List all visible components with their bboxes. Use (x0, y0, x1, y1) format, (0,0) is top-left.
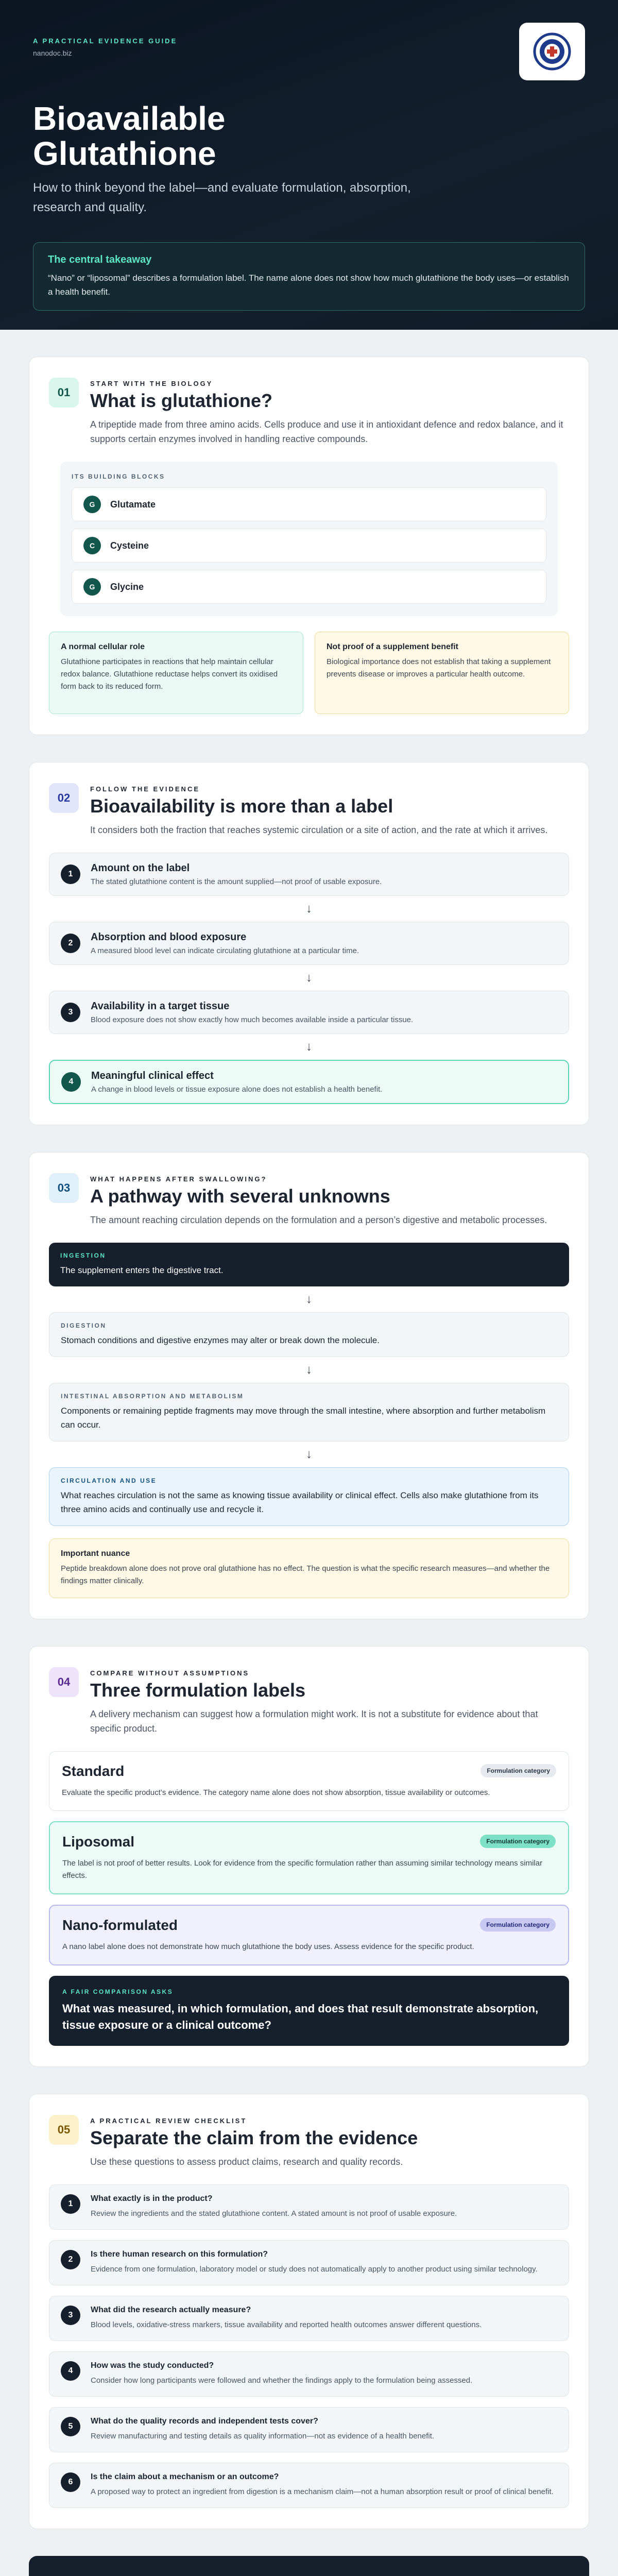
arrow-down-icon: ↓ (306, 1292, 312, 1306)
section-title: A pathway with several unknowns (90, 1185, 390, 1207)
pathway-text: The supplement enters the digestive tract. (60, 1265, 224, 1275)
formulation-name: Liposomal (62, 1834, 135, 1850)
list-item (72, 487, 546, 521)
amino-acid-badge: G (83, 496, 101, 513)
arrow-down-icon: ↓ (306, 1363, 312, 1377)
arrow-down-icon: ↓ (306, 1040, 312, 1054)
pathway-text: Stomach conditions and digestive enzymes may alter or break down the molecule. (61, 1335, 380, 1345)
ask-label: A FAIR COMPARISON ASKS (62, 1988, 174, 1995)
pathway-label: CIRCULATION AND USE (61, 1477, 157, 1484)
page-title: Bioavailable Glutathione (33, 100, 226, 172)
step-title: Amount on the label (91, 862, 190, 874)
section-bioavailability (29, 762, 589, 1125)
item-title: Is the claim about a mechanism or an outcome? (91, 2472, 279, 2481)
section-nanodoc-context (29, 2556, 589, 2576)
card-title: A normal cellular role (61, 642, 145, 651)
arrow-down-icon: ↓ (306, 902, 312, 916)
step-number: 4 (61, 1072, 81, 1092)
item-text: Evidence from one formulation, laboratory model or study does not automatically apply to another product using similar technology. (91, 2265, 538, 2274)
section-what-is-glutathione (29, 357, 589, 735)
section-number-badge: 02 (49, 783, 79, 813)
item-number: 2 (61, 2250, 80, 2269)
step-text: A change in blood levels or tissue exposure alone does not establish a health benefit. (91, 1085, 383, 1094)
hero-banner (0, 0, 618, 330)
section-pathway (29, 1152, 589, 1619)
formulation-card-nano (49, 1905, 569, 1965)
section-checklist (29, 2094, 589, 2529)
arrow-down-icon: ↓ (306, 971, 312, 985)
amino-acid-name: Cysteine (110, 540, 149, 551)
pathway-label: INGESTION (60, 1252, 106, 1259)
formulation-name: Nano-formulated (62, 1917, 178, 1933)
section-intro: A tripeptide made from three amino acids. Cells produce and use it in antioxidant defence and redox balance, and it supports certain enzymes involved in handling reactive compounds. (90, 419, 563, 444)
item-number: 1 (61, 2194, 80, 2214)
item-title: How was the study conducted? (91, 2361, 214, 2370)
card-title: Not proof of a supplement benefit (327, 642, 458, 651)
amino-acid-badge: G (83, 578, 101, 596)
normal-role-card (49, 632, 303, 714)
step-text: Blood exposure does not show exactly how much becomes available inside a particular tissue. (91, 1015, 414, 1024)
formulation-name: Standard (62, 1763, 125, 1779)
section-title: Separate the claim from the evidence (90, 2127, 418, 2148)
item-text: Blood levels, oxidative-stress markers, tissue availability and reported health outcomes answer different questions. (91, 2320, 482, 2329)
formulation-card-liposomal (49, 1821, 569, 1894)
amino-acid-badge: C (83, 537, 101, 554)
step-title: Meaningful clinical effect (91, 1070, 214, 1081)
section-title: What is glutathione? (90, 390, 272, 411)
pathway-text: Components or remaining peptide fragments may move through the small intestine, where absorption and further metabolism can occur. (61, 1406, 546, 1430)
category-pill: Formulation category (480, 1764, 556, 1777)
list-item (72, 570, 546, 604)
section-title: Bioavailability is more than a label (90, 795, 393, 817)
checklist-item (49, 2184, 569, 2230)
item-text: Consider how long participants were followed and whether the findings apply to the formulation being assessed. (91, 2376, 473, 2385)
important-nuance-card (49, 1538, 569, 1598)
pathway-circulation (49, 1467, 569, 1526)
step-number: 3 (61, 1003, 80, 1022)
card-text: Biological importance does not establish that taking a supplement prevents disease or improves a particular health outcome. (327, 657, 551, 679)
section-number-badge: 05 (49, 2115, 79, 2145)
evidence-step-final (49, 1060, 569, 1104)
section-number-badge: 03 (49, 1173, 79, 1203)
hero-kicker: A PRACTICAL EVIDENCE GUIDE (33, 37, 178, 45)
takeaway-title: The central takeaway (48, 254, 152, 265)
card-text: Peptide breakdown alone does not prove oral glutathione has no effect. The question is what the specific research measures—and whether the findings matter clinically. (61, 1564, 550, 1585)
pathway-text: What reaches circulation is not the same as knowing tissue availability or clinical effect. Cells also make glutathione from its three amino acids and continually use and recycle it. (61, 1490, 539, 1514)
section-intro: Use these questions to assess product claims, research and quality records. (90, 2157, 403, 2167)
checklist-item (49, 2296, 569, 2341)
checklist-item (49, 2240, 569, 2285)
item-text: Review the ingredients and the stated glutathione content. A stated amount is not proof of usable exposure. (91, 2209, 457, 2218)
step-title: Availability in a target tissue (91, 1001, 230, 1012)
item-title: Is there human research on this formulation? (91, 2250, 268, 2259)
takeaway-text: “Nano” or “liposomal” describes a formulation label. The name alone does not show how much glutathione the body uses—or establish a health benefit. (48, 273, 569, 297)
card-title: Important nuance (61, 1549, 130, 1558)
logo-emblem-icon (533, 32, 571, 71)
step-number: 2 (61, 934, 80, 953)
section-formulation-labels (29, 1646, 589, 2067)
item-number: 4 (61, 2361, 80, 2381)
page-subtitle: How to think beyond the label—and evaluate formulation, absorption, research and quality. (33, 181, 411, 214)
fair-comparison-box (49, 1976, 569, 2046)
ask-text: What was measured, in which formulation, and does that result demonstrate absorption, tissue exposure or a clinical outcome? (62, 2002, 539, 2031)
item-number: 5 (61, 2417, 80, 2436)
arrow-down-icon: ↓ (306, 1447, 312, 1461)
checklist-item (49, 2351, 569, 2397)
item-number: 3 (61, 2306, 80, 2325)
formulation-card-standard (49, 1751, 569, 1811)
building-blocks-label: ITS BUILDING BLOCKS (72, 473, 165, 480)
section-eyebrow: COMPARE WITHOUT ASSUMPTIONS (90, 1669, 250, 1677)
step-number: 1 (61, 865, 80, 884)
not-proof-card (315, 632, 569, 714)
pathway-ingestion (49, 1243, 569, 1286)
section-number-badge: 01 (49, 378, 79, 408)
section-eyebrow: WHAT HAPPENS AFTER SWALLOWING? (90, 1175, 267, 1183)
item-title: What exactly is in the product? (91, 2194, 213, 2203)
section-eyebrow: A PRACTICAL REVIEW CHECKLIST (90, 2117, 247, 2125)
category-pill: Formulation category (480, 1918, 556, 1931)
pathway-label: INTESTINAL ABSORPTION AND METABOLISM (61, 1393, 244, 1400)
central-takeaway-card (33, 242, 585, 311)
formulation-text: A nano label alone does not demonstrate how much glutathione the body uses. Assess evidence for the specific product. (62, 1942, 474, 1951)
pathway-label: DIGESTION (61, 1322, 107, 1329)
pathway-digestion (49, 1312, 569, 1357)
checklist-item (49, 2407, 569, 2452)
section-intro: A delivery mechanism can suggest how a formulation might work. It is not a substitute for evidence about that specific product. (90, 1709, 538, 1734)
section-intro: It considers both the fraction that reaches systemic circulation or a site of action, and the rate at which it arrives. (90, 825, 548, 835)
category-pill: Formulation category (480, 1835, 556, 1848)
checklist-item (49, 2463, 569, 2508)
pathway-intestinal (49, 1383, 569, 1442)
step-title: Absorption and blood exposure (91, 931, 247, 943)
section-title: Three formulation labels (90, 1680, 306, 1701)
amino-acid-name: Glycine (110, 581, 144, 592)
evidence-step (49, 853, 569, 896)
section-eyebrow: START WITH THE BIOLOGY (90, 380, 213, 387)
hero-site: nanodoc.biz (33, 49, 72, 57)
formulation-text: The label is not proof of better results. Look for evidence from the specific formulation rather than assuming similar technology means similar effects. (62, 1859, 543, 1880)
amino-acid-name: Glutamate (110, 499, 156, 510)
section-intro: The amount reaching circulation depends on the formulation and a person’s digestive and metabolic processes. (90, 1215, 547, 1225)
building-blocks-panel (60, 462, 558, 616)
section-eyebrow: FOLLOW THE EVIDENCE (90, 785, 200, 793)
formulation-text: Evaluate the specific product’s evidence. The category name alone does not show absorption, tissue availability or outcomes. (62, 1788, 490, 1797)
item-text: A proposed way to protect an ingredient from digestion is a mechanism claim—not a human absorption result or proof of clinical benefit. (91, 2487, 554, 2496)
section-number-badge: 04 (49, 1667, 79, 1697)
item-title: What did the research actually measure? (91, 2306, 251, 2314)
evidence-step (49, 922, 569, 965)
item-number: 6 (61, 2472, 80, 2492)
card-text: Glutathione participates in reactions that help maintain cellular redox balance. Glutathione reductase helps convert its oxidised form back to its reduced form. (61, 657, 278, 691)
step-text: The stated glutathione content is the amount supplied—not proof of usable exposure. (91, 877, 382, 886)
item-title: What do the quality records and independent tests cover? (91, 2417, 318, 2426)
list-item (72, 529, 546, 563)
evidence-step (49, 991, 569, 1034)
step-text: A measured blood level can indicate circulating glutathione at a particular time. (91, 946, 359, 955)
hero-brand (33, 37, 177, 57)
item-text: Review manufacturing and testing details as quality information—not as evidence of a health benefit. (91, 2432, 435, 2441)
nanodoc-logo[interactable] (519, 23, 585, 80)
